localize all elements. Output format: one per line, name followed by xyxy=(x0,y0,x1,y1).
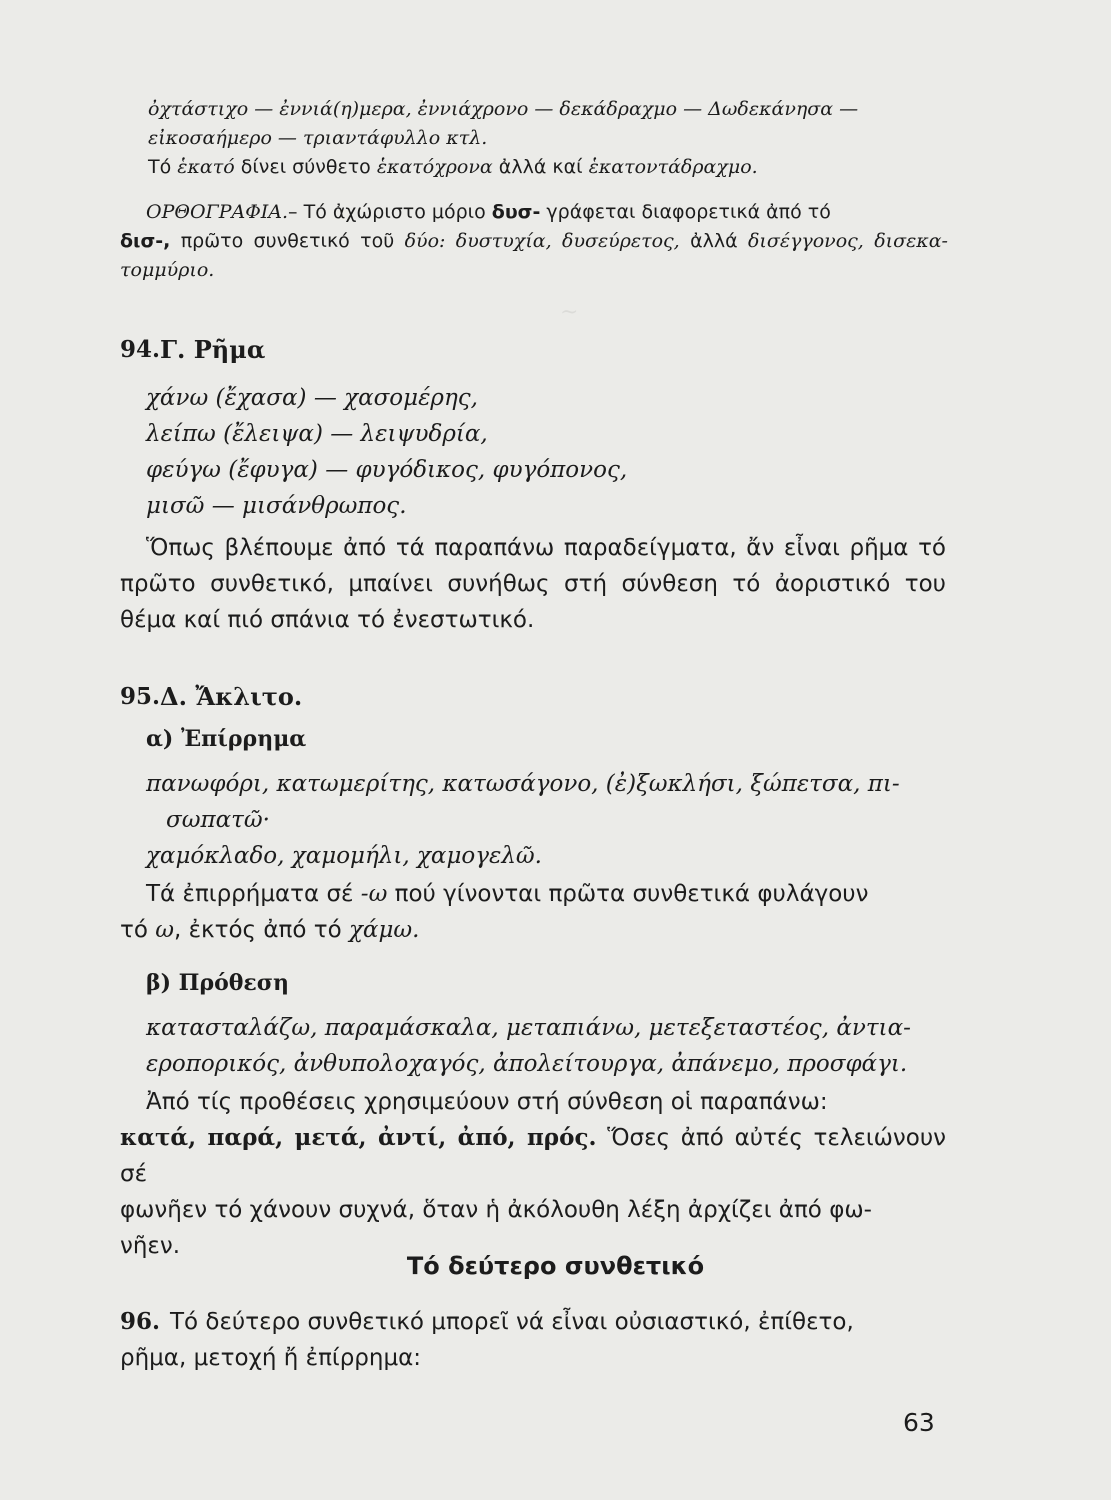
second-component-text-cont: ρῆμα, μετοχή ἤ ἐπίρρημα: xyxy=(120,1345,422,1371)
chapter-heading-second-component: Τό δεύτερο συνθετικό xyxy=(406,1252,705,1280)
example-line: πανωφόρι, κατωμερίτης, κατωσάγονο, (ἐ)ξωκλήσι, ξώπετσα, πι- xyxy=(146,771,900,797)
preposition-explanation: Ἀπό τίς προθέσεις χρησιμεύουν στή σύνθεση οἱ παραπάνω: κατά, παρά, μετά, ἀντί, ἀπό, πρός. Ὅσες ἀπό αὐτές τελειώνουν σέ φωνῆεν τό χάνουν συχνά, ὅταν ἡ ἀκόλουθη λέξη ἀρχίζει ἀπό φω- νῆεν. xyxy=(120,1089,946,1259)
example-note: Τό ἑκατό δίνει σύνθετο ἑκατόχρονα ἀλλά καί ἑκατοντάδραχμο. xyxy=(148,156,758,178)
section-title-indeclinable: Δ. Ἄκλιτο. xyxy=(160,682,303,711)
bleed-through-mark: ~ xyxy=(560,300,579,325)
example-line: εἰκοσαήμερο — τριαντάφυλλο κτλ. xyxy=(148,127,488,149)
adverb-examples xyxy=(146,766,946,874)
section-number-96: 96. xyxy=(120,1308,161,1335)
example-line: χαμόκλαδο, χαμομήλι, χαμογελῶ. xyxy=(146,843,542,869)
example-line: κατασταλάζω, παραμάσκαλα, μεταπιάνω, μετεξεταστέος, ἀντια- xyxy=(146,1015,911,1041)
page-number: 63 xyxy=(903,1408,935,1437)
example-line: σωπατῶ· xyxy=(166,807,270,833)
continuation-examples xyxy=(148,95,948,182)
second-component-text: Τό δεύτερο συνθετικό μπορεῖ νά εἶναι οὐσιαστικό, ἐπίθετο, xyxy=(170,1309,854,1335)
example-line: χάνω (ἔχασα) — χασομέρης, xyxy=(146,385,478,411)
orthography-note: ΟΡΘΟΓΡΑΦΙΑ.– Τό ἀχώριστο μόριο δυσ- γράφεται διαφορετικά ἀπό τό δισ-, πρῶτο συνθετικό τοῦ δύο: δυστυχία, δυσεύρετος, ἀλλά δισέγγονος, δισεκα- τομμύριο. xyxy=(120,201,948,281)
verb-examples xyxy=(146,380,946,524)
orthography-label: ΟΡΘΟΓΡΑΦΙΑ. xyxy=(146,201,289,223)
section-title-verb: Γ. Ρῆμα xyxy=(160,335,266,364)
example-line: εροπορικός, ἀνθυπολοχαγός, ἀπολείτουργα, ἀπάνεμο, προσφάγι. xyxy=(146,1051,908,1077)
section-number-94: 94. xyxy=(120,336,161,363)
example-line: φεύγω (ἔφυγα) — φυγόδικος, φυγόπονος, xyxy=(146,457,628,483)
preposition-list: κατά, παρά, μετά, ἀντί, ἀπό, πρός. xyxy=(120,1124,597,1151)
adverb-explanation: Τά ἐπιρρήματα σέ -ω πού γίνονται πρῶτα συνθετικά φυλάγουν τό ω, ἐκτός ἀπό τό χάμω. xyxy=(120,881,869,943)
verb-explanation: Ὅπως βλέπουμε ἀπό τά παραπάνω παραδείγματα, ἄν εἶναι ρῆμα τό πρῶτο συνθετικό, μπαίνει συνήθως στή σύνθεση τό ἀοριστικό του θέμα καί πιό σπάνια τό ἐνεστωτικό. xyxy=(120,535,946,633)
example-line: λείπω (ἔλειψα) — λειψυδρία, xyxy=(146,421,488,447)
example-line: ὀχτάστιχο — ἐννιά(η)μερα, ἐννιάχρονο — δεκάδραχμο — Δωδεκάνησα — xyxy=(148,98,859,120)
section-number-95: 95. xyxy=(120,683,161,710)
subsection-preposition: β) Πρόθεση xyxy=(146,970,290,996)
preposition-examples xyxy=(146,1010,946,1082)
subsection-adverb: α) Ἐπίρρημα xyxy=(146,726,307,752)
example-line: μισῶ — μισάνθρωπος. xyxy=(146,493,407,519)
